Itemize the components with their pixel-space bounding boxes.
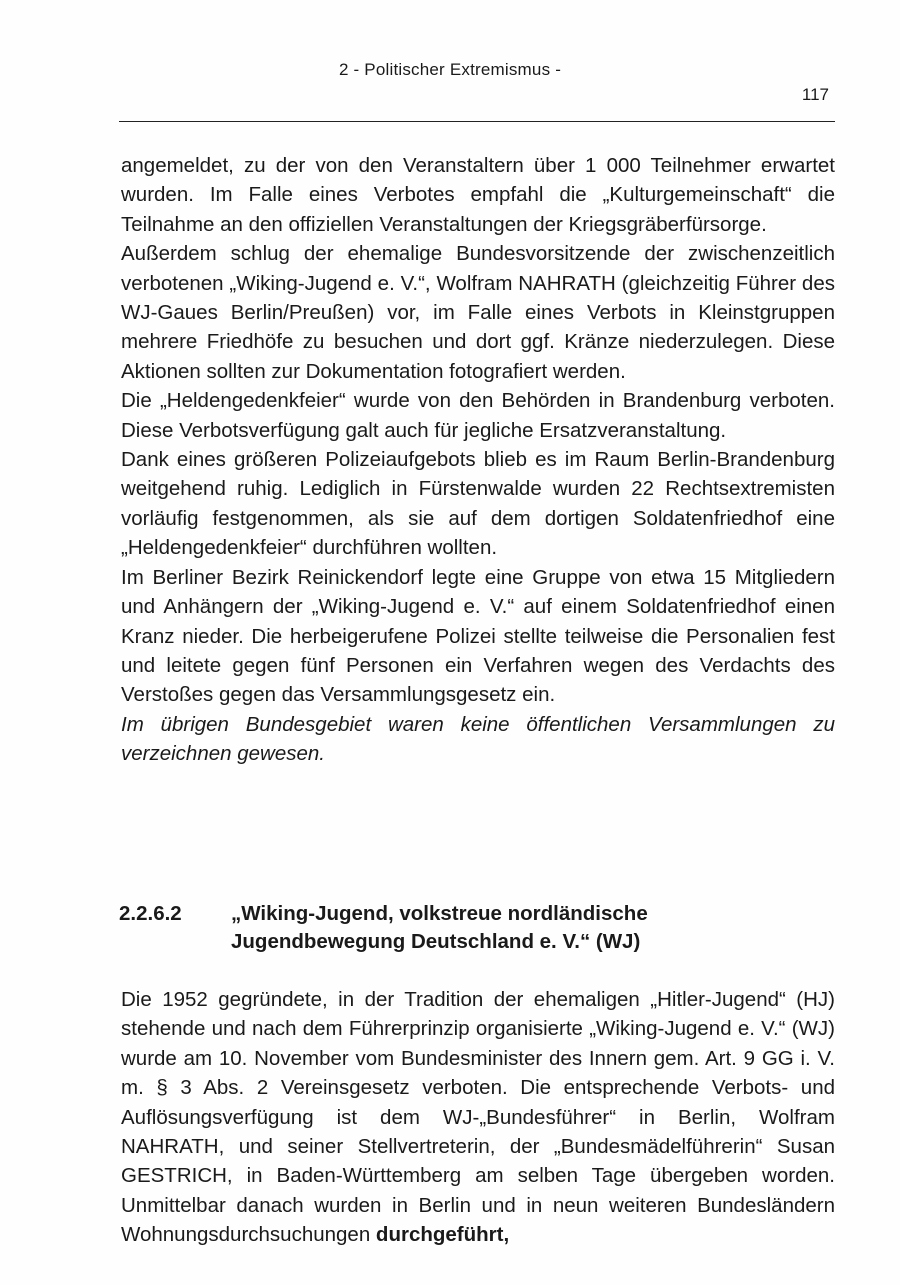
section-body-1 — [121, 151, 835, 769]
page-number: 117 — [801, 85, 829, 104]
section-title-line: Jugendbewegung Deutschland e. V.“ (WJ) — [231, 930, 641, 953]
section-number: 2.2.6.2 — [119, 902, 182, 925]
paragraph — [121, 985, 835, 1250]
paragraph: Im Berliner Bezirk Reinickendorf legte eine Gruppe von etwa 15 Mitgliedern und Anhängern der „Wiking-Jugend e. V.“ auf einem Soldatenfriedhof einen Kranz nieder. Die herbeigerufene Polizei stellte teilweise die Personalien fest und leitete gegen fünf Personen ein Verfahren wegen des Verdachts des Verstoßes gegen das Versammlungsgesetz ein. — [121, 565, 835, 707]
paragraph: Außerdem schlug der ehemalige Bundesvorsitzende der zwischenzeitlich verbotenen „Wiking-Jugend e. V.“, Wolfram NAHRATH (gleichzeitig Führer des WJ-Gaues Berlin/Preußen) vor, im Falle eines Verbots in Kleinstgruppen mehrere Friedhöfe zu besuchen und dort ggf. Kränze niederzulegen. Diese Aktionen sollten zur Dokumentation fotografiert werden. — [121, 242, 835, 383]
paragraph-text-bold: durchgeführt, — [375, 1223, 510, 1247]
section-body-2 — [121, 985, 835, 1250]
paragraph: Die „Heldengedenkfeier“ wurde von den Behörden in Brandenburg verboten. Diese Verbotsverfügung galt auch für jegliche Ersatzveranstaltung. — [121, 389, 835, 442]
section-title-line: „Wiking-Jugend, volkstreue nordländische — [231, 902, 648, 925]
paragraph: angemeldet, zu der von den Veranstaltern über 1 000 Teilnehmer erwartet wurden. Im Falle eines Verbotes empfahl die „Kulturgemeinschaft“ die Teilnahme an den offiziellen Veranstaltungen der Kriegsgräberfürsorge. — [121, 154, 835, 236]
section-title — [231, 900, 831, 956]
header-rule — [119, 121, 835, 122]
closing-paragraph: Im übrigen Bundesgebiet waren keine öffentlichen Versammlungen zu verzeichnen gewesen. — [121, 712, 835, 766]
running-title: 2 - Politischer Extremismus - — [338, 60, 562, 79]
paragraph-text: Die 1952 gegründete, in der Tradition der ehemaligen „Hitler-Jugend“ (HJ) stehende und nach dem Führerprinzip organisierte „Wiking-Jugend e. V.“ (WJ) wurde am 10. November vom Bundesminister des Innern gem. Art. 9 GG i. V. m. § 3 Abs. 2 Vereinsgesetz verboten. Die entsprechende Verbots- und Auflösungsverfügung ist dem WJ-„Bundesführer“ in Berlin, Wolfram NAHRATH, und seiner Stellvertreterin, der „Bundesmädelführerin“ Susan GESTRICH, in Baden-Württemberg am selben Tage übergeben worden. Unmittelbar danach wurden in Berlin und in neun weiteren Bundesländern Wohnungsdurchsuchungen — [121, 988, 835, 1247]
paragraph: Dank eines größeren Polizeiaufgebots blieb es im Raum Berlin-Brandenburg weitgehend ruhig. Lediglich in Fürstenwalde wurden 22 Rechtsextremisten vorläufig festgenommen, als sie auf dem dortigen Soldatenfriedhof eine „Heldengedenkfeier“ durchführen wollten. — [121, 448, 835, 560]
